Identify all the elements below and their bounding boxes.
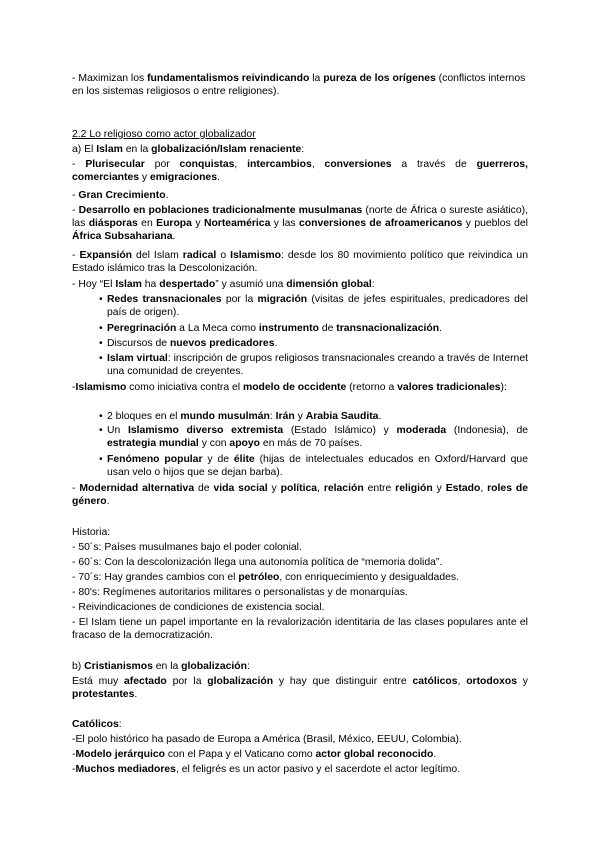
gran-crecimiento-item: - Gran Crecimiento. [72, 190, 169, 201]
bullet-peregrinacion: • Peregrinación a La Meca como instrumento de transnacionalización. [99, 323, 442, 334]
plurisecular-item: - Plurisecular por conquistas, intercambios, conversiones a través de guerreros, comerciantes y emigraciones. [72, 159, 528, 184]
bullet-fenomeno: • Fenómeno popular y de élite (hijas de intelectuales educados en Oxford/Harvard que usan velo o hijos que se dejan barba). [99, 454, 528, 479]
bullet-islam-virtual: • Islam virtual: inscripción de grupos religiosos transnacionales creando a través de Internet una comunidad de creyentes. [99, 353, 529, 378]
desarrollo-item: - Desarrollo en poblaciones tradicionalmente musulmanas (norte de África o sureste asiático), las diásporas en Europa y Norteamérica y las conversiones de afroamericanos y pueblos del África Subsahariana. [72, 205, 528, 243]
bullet-dot: • [99, 454, 103, 465]
bullet-redes: • Redes transnacionales por la migración (visitas de jefes espirituales, predicadores del país de origen). [99, 294, 528, 319]
islamismo-item: -Islamismo como iniciativa contra el modelo de occidente (retorno a valores tradicionales): [72, 382, 507, 393]
bullet-dot: • [99, 425, 103, 436]
bullet-dot: • [99, 323, 103, 334]
bullet-dot: • [99, 411, 103, 422]
historia-80s: - 80's: Regímenes autoritarios militares o personalistas y de monarquías. [72, 587, 408, 598]
historia-title: Historia: [72, 527, 111, 538]
catolicos-mediadores: -Muchos mediadores, el feligrés es un actor pasivo y el sacerdote el actor legítimo. [72, 764, 461, 775]
section-title: 2.2 Lo religioso como actor globalizador [72, 129, 256, 140]
bullet-dot: • [99, 338, 103, 349]
catolicos-modelo: -Modelo jerárquico con el Papa y el Vaticano como actor global reconocido. [72, 749, 437, 760]
historia-60s: - 60´s: Con la descolonización llega una autonomía política de “memoria dolida”. [72, 557, 443, 568]
historia-reivindicaciones: - Reivindicaciones de condiciones de existencia social. [72, 602, 325, 613]
islam-heading: a) El Islam en la globalización/Islam renaciente: [72, 144, 305, 155]
hoy-item: - Hoy “El Islam ha despertado” y asumió una dimensión global: [72, 279, 375, 290]
bullet-dot: • [99, 353, 103, 364]
intro-paragraph: - Maximizan los fundamentalismos reivindicando la pureza de los orígenes (conflictos internos en los sistemas religiosos o entre religiones). [72, 73, 526, 98]
bullet-islamismo-diverso: • Un Islamismo diverso extremista (Estado Islámico) y moderada (Indonesia), de estrategia mundial y con apoyo en más de 70 países. [99, 425, 529, 450]
bullet-bloques: • 2 bloques en el mundo musulmán: Irán y Arabia Saudita. [99, 411, 382, 422]
cristianismos-heading: b) Cristianismos en la globalización: [72, 661, 250, 672]
bullet-dot: • [99, 294, 103, 305]
expansion-item: - Expansión del Islam radical o Islamismo: desde los 80 movimiento político que reivindica un Estado islámico tras la Descolonización. [72, 250, 528, 275]
catolicos-title: Católicos: [72, 719, 122, 730]
bullet-discursos: • Discursos de nuevos predicadores. [99, 338, 278, 349]
historia-70s: - 70´s: Hay grandes cambios con el petróleo, con enriquecimiento y desigualdades. [72, 572, 459, 583]
modernidad-item: - Modernidad alternativa de vida social y política, relación entre religión y Estado, roles de género. [72, 483, 528, 508]
historia-islam-papel: - El Islam tiene un papel importante en la revalorización identitaria de las clases populares ante el fracaso de la democratización. [72, 617, 528, 642]
cristianismos-afectado: Está muy afectado por la globalización y hay que distinguir entre católicos, ortodoxos y protestantes. [72, 676, 528, 701]
historia-50s: - 50´s: Países musulmanes bajo el poder colonial. [72, 542, 302, 553]
catolicos-polo: -El polo histórico ha pasado de Europa a América (Brasil, México, EEUU, Colombia). [72, 734, 462, 745]
